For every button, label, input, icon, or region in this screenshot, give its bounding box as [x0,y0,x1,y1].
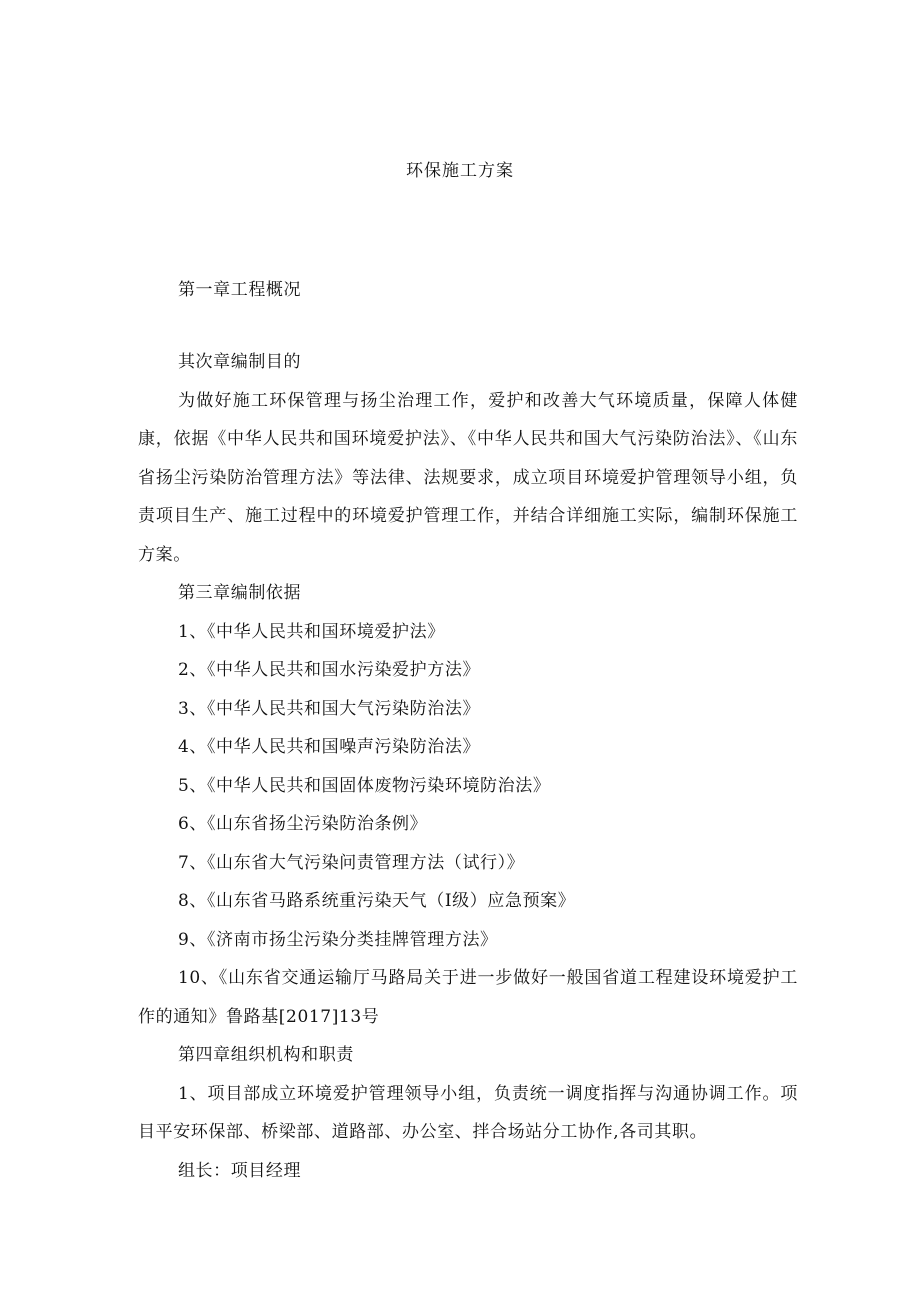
document-body [138,343,798,1190]
page-title: 环保施工方案 [406,161,514,181]
basis-item-5: 5、《中华人民共和国固体废物污染环境防治法》 [177,775,551,796]
chapter-3-heading: 第三章编制依据 [177,583,302,603]
basis-item-10: 10、《山东省交通运输厅马路局关于进一步做好一般国省道工程建设环境爱护工作的通知》鲁路基[2017]13号 [138,968,798,1027]
chapter-1-heading: 第一章工程概况 [177,280,302,300]
basis-item-1: 1、《中华人民共和国环境爱护法》 [177,621,445,642]
basis-item-3: 3、《中华人民共和国大气污染防治法》 [177,698,481,719]
chapter-2-heading: 其次章编制目的 [177,352,302,372]
basis-item-9: 9、《济南市扬尘污染分类挂牌管理方法》 [177,929,498,950]
chapter-1-block [138,271,798,310]
leader-line: 组长：项目经理 [177,1160,302,1181]
chapter-4-heading: 第四章组织机构和职责 [177,1045,354,1065]
basis-item-4: 4、《中华人民共和国噪声污染防治法》 [177,737,481,757]
basis-item-2: 2、《中华人民共和国水污染爱护方法》 [177,660,481,680]
chapter-4-paragraph: 1、项目部成立环境爱护管理领导小组，负责统一调度指挥与沟通协调工作。项目平安环保部、桥梁部、道路部、办公室、拌合场站分工协作,各司其职。 [138,1083,798,1142]
chapter-2-paragraph: 为做好施工环保管理与扬尘治理工作，爱护和改善大气环境质量，保障人体健康，依据《中华人民共和国环境爱护法》、《中华人民共和国大气污染防治法》、《山东省扬尘污染防治管理方法》等法律、法规要求，成立项目环境爱护管理领导小组，负责项目生产、施工过程中的环境爱护管理工作，并结合详细施工实际，编制环保施工方案。 [138,390,798,565]
basis-item-8: 8、《山东省马路系统重污染天气（Ⅰ级）应急预案》 [177,891,576,911]
basis-item-6: 6、《山东省扬尘污染防治条例》 [177,814,428,834]
basis-item-7: 7、《山东省大气污染问责管理方法（试行）》 [177,852,525,873]
